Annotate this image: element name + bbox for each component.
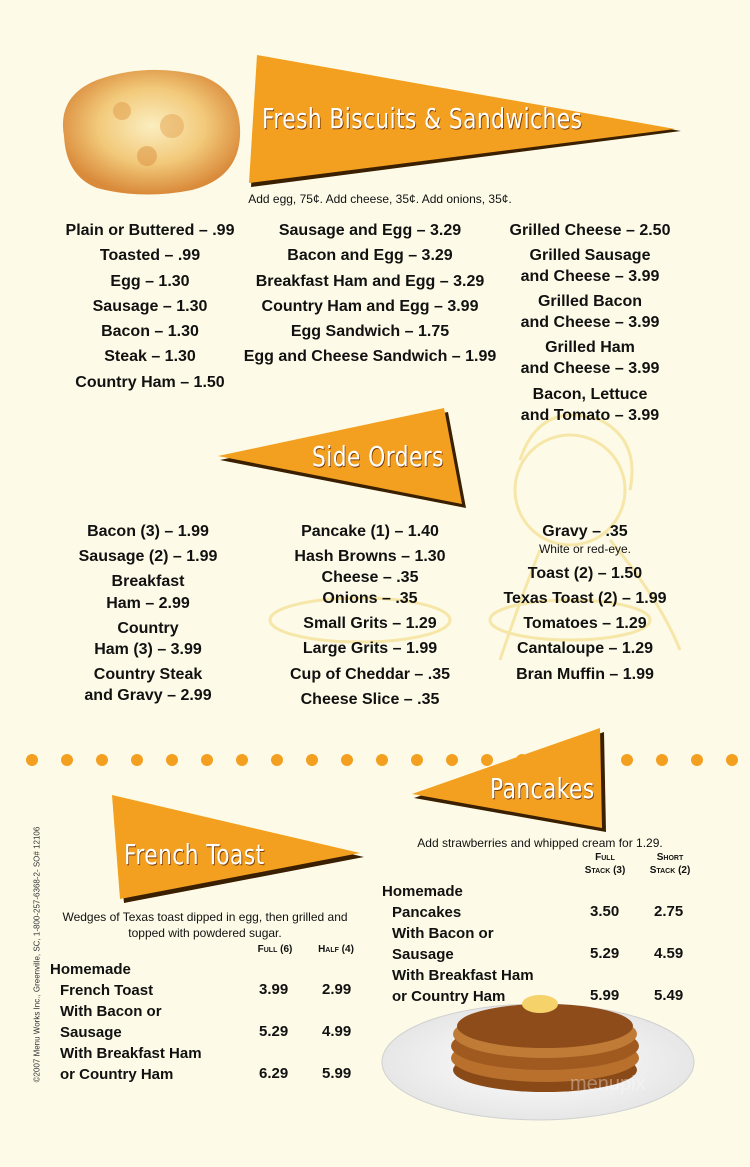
biscuit-photo <box>52 66 247 198</box>
row-label-line1: With Breakfast Ham <box>392 967 534 984</box>
price-half: 4.99 <box>322 1023 352 1040</box>
list-item: and Tomato – 3.99 <box>520 407 660 424</box>
list-item: Ham – 2.99 <box>106 595 190 612</box>
french-toast-head-full: Full (6) <box>257 944 293 955</box>
head-line: Stack (3) <box>584 865 626 876</box>
row-label-line2: French Toast <box>60 982 154 999</box>
list-item: Small Grits – 1.29 <box>303 615 437 632</box>
row-label-line1: With Bacon or <box>60 1003 162 1020</box>
list-item: Country <box>117 620 179 637</box>
list-item: Pancake (1) – 1.40 <box>301 523 439 540</box>
divider-dot <box>131 754 143 766</box>
row-label-line2: Sausage <box>392 946 454 963</box>
row-label-line2: or Country Ham <box>392 988 506 1005</box>
gravy-note: White or red-eye. <box>538 542 632 556</box>
pancakes-title: Pancakes <box>490 772 595 805</box>
price-half: 5.99 <box>322 1065 352 1082</box>
list-item: Grilled Bacon <box>537 293 643 310</box>
list-item: Steak – 1.30 <box>104 348 196 365</box>
french-toast-title: French Toast <box>124 838 265 871</box>
row-label-line2: or Country Ham <box>60 1066 174 1083</box>
list-item: Sausage and Egg – 3.29 <box>278 222 462 239</box>
list-item: Egg and Cheese Sandwich – 1.99 <box>243 348 497 365</box>
head-line: Short <box>656 852 684 863</box>
row-label-line2: Pancakes <box>392 904 462 921</box>
list-item: and Cheese – 3.99 <box>520 314 660 331</box>
list-item: and Gravy – 2.99 <box>84 687 212 704</box>
list-item: Plain or Buttered – .99 <box>65 222 235 239</box>
watermark-text: menupix <box>570 1073 646 1095</box>
list-item: Breakfast <box>111 573 185 590</box>
list-item: Bran Muffin – 1.99 <box>516 666 654 683</box>
list-item: Ham (3) – 3.99 <box>94 641 202 658</box>
row-label-line1: With Breakfast Ham <box>60 1045 202 1062</box>
divider-dot <box>376 754 388 766</box>
list-item: Grilled Ham <box>545 339 635 356</box>
price-half: 2.99 <box>322 981 352 998</box>
list-item: Grilled Sausage <box>529 247 651 264</box>
list-item: Country Ham – 1.50 <box>75 374 225 391</box>
list-item: Sausage – 1.30 <box>92 298 208 315</box>
list-item: Large Grits – 1.99 <box>302 640 438 657</box>
price-full: 5.99 <box>590 987 620 1004</box>
copyright-text: ©2007 Menu Works Inc., Greenville, SC, 1-800-257-6368-2- SO# 12106 <box>32 826 42 1083</box>
divider-dot <box>201 754 213 766</box>
price-short: 4.59 <box>654 945 684 962</box>
divider-dot <box>341 754 353 766</box>
divider-dot <box>96 754 108 766</box>
head-line: Full <box>595 852 615 863</box>
list-item: Egg – 1.30 <box>110 273 190 290</box>
price-full: 5.29 <box>259 1023 289 1040</box>
list-item: Cheese Slice – .35 <box>300 691 440 708</box>
price-short: 2.75 <box>654 903 684 920</box>
row-label-line2: Sausage <box>60 1024 122 1041</box>
list-item: Tomatoes – 1.29 <box>523 615 647 632</box>
list-item: Cantaloupe – 1.29 <box>516 640 654 657</box>
list-item: Gravy – .35 <box>542 523 628 540</box>
list-item: Breakfast Ham and Egg – 3.29 <box>255 273 485 290</box>
price-full: 5.29 <box>590 945 620 962</box>
pancakes-head-full <box>575 851 635 877</box>
price-full: 6.29 <box>259 1065 289 1082</box>
pancakes-note: Add strawberries and whipped cream for 1.29. <box>417 836 663 850</box>
list-item: Grilled Cheese – 2.50 <box>509 222 671 239</box>
list-item: Bacon and Egg – 3.29 <box>287 247 453 264</box>
list-item: Bacon (3) – 1.99 <box>87 523 209 540</box>
row-label-line1: With Bacon or <box>392 925 494 942</box>
price-full: 3.50 <box>590 903 620 920</box>
pancakes-head-short <box>640 851 700 877</box>
list-item: and Cheese – 3.99 <box>520 268 660 285</box>
list-item: Hash Browns – 1.30 <box>294 548 446 565</box>
list-item: Texas Toast (2) – 1.99 <box>503 590 667 607</box>
divider-dot <box>691 754 703 766</box>
list-item: Bacon, Lettuce <box>532 386 648 403</box>
list-item: Toasted – .99 <box>99 247 201 264</box>
list-item: Egg Sandwich – 1.75 <box>290 323 450 340</box>
side-orders-title: Side Orders <box>312 440 444 473</box>
divider-dot <box>166 754 178 766</box>
list-item: Bacon – 1.30 <box>101 323 199 340</box>
divider-dot <box>271 754 283 766</box>
list-item: Onions – .35 <box>322 590 418 607</box>
row-label-line1: Homemade <box>50 961 131 978</box>
french-toast-note-1: Wedges of Texas toast dipped in egg, then grilled and <box>62 910 348 924</box>
divider-dot <box>236 754 248 766</box>
price-short: 5.49 <box>654 987 684 1004</box>
list-item: Country Ham and Egg – 3.99 <box>261 298 479 315</box>
head-line: Stack (2) <box>649 865 691 876</box>
list-item: Cup of Cheddar – .35 <box>289 666 451 683</box>
price-full: 3.99 <box>259 981 289 998</box>
divider-dot <box>726 754 738 766</box>
list-item: Toast (2) – 1.50 <box>527 565 643 582</box>
list-item: Country Steak <box>93 666 203 683</box>
divider-dot <box>61 754 73 766</box>
list-item: Sausage (2) – 1.99 <box>78 548 218 565</box>
biscuits-note: Add egg, 75¢. Add cheese, 35¢. Add onions, 35¢. <box>248 192 512 206</box>
divider-dot <box>656 754 668 766</box>
row-label-line1: Homemade <box>382 883 463 900</box>
french-toast-note-2: topped with powdered sugar. <box>128 926 282 940</box>
list-item: and Cheese – 3.99 <box>520 360 660 377</box>
list-item: Cheese – .35 <box>321 569 419 586</box>
biscuits-title: Fresh Biscuits & Sandwiches <box>262 102 583 135</box>
french-toast-head-half: Half (4) <box>318 944 354 955</box>
divider-dot <box>306 754 318 766</box>
divider-dot <box>621 754 633 766</box>
pancake-stack-photo <box>380 990 698 1125</box>
